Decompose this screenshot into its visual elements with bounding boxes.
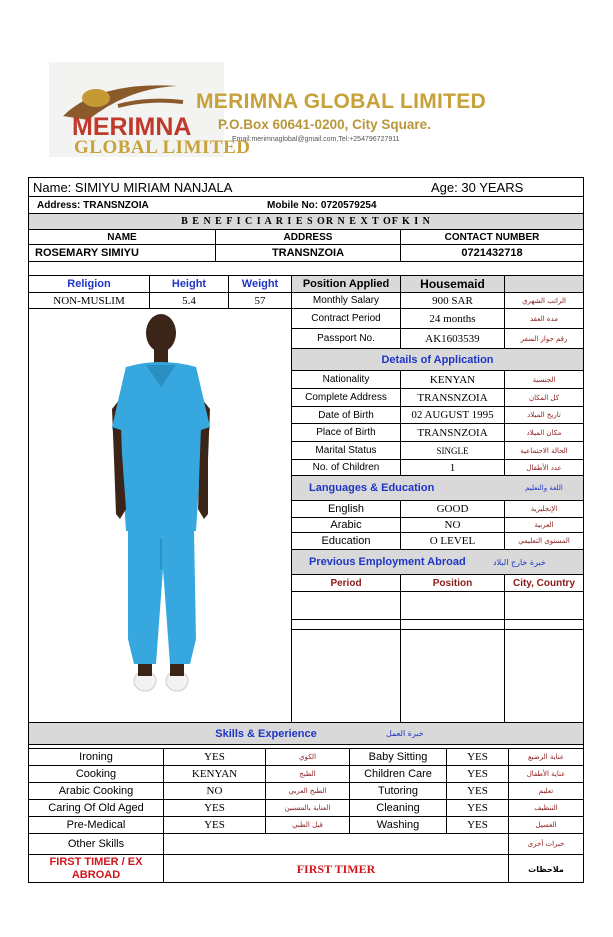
- skills-title: Skills & Experience: [29, 723, 583, 744]
- skill-caring-value: YES: [204, 802, 225, 814]
- beneficiary-contact: 0721432718: [461, 247, 523, 259]
- salary-value: 900 SAR: [432, 294, 473, 307]
- religion-header: Religion: [67, 278, 111, 290]
- height-header: Height: [171, 278, 207, 290]
- salary-arabic: الراتب الشهري: [522, 296, 566, 305]
- beneficiary-header-name: NAME: [107, 231, 137, 243]
- mobile-field: [267, 197, 467, 213]
- skill-premedical-arabic: قبل الطبي: [292, 821, 323, 829]
- education-arabic: المستوى التعليمي: [518, 537, 570, 545]
- skill-cooking-value: KENYAN: [191, 768, 238, 780]
- children-value: 1: [449, 461, 456, 474]
- complete-address-arabic: كل المكان: [528, 393, 560, 402]
- place-of-birth-label: Place of Birth: [316, 427, 376, 438]
- skill-caring-arabic: العناية بالمسنين: [284, 804, 331, 812]
- skill-cooking-arabic: الطبخ: [299, 770, 316, 778]
- salary-label: Monthly Salary: [312, 295, 380, 306]
- skill-ironing-arabic: الكوي: [298, 753, 317, 761]
- marital-status-label: Marital Status: [315, 445, 377, 456]
- skill-babysitting-label: Baby Sitting: [368, 751, 428, 763]
- education-value: O LEVEL: [429, 535, 476, 547]
- position-applied-label: Position Applied: [292, 276, 400, 292]
- skill-childrencare-arabic: عناية الأطفال: [526, 770, 566, 778]
- weight-header: Weight: [241, 278, 279, 290]
- first-timer-label: FIRST TIMER / EX ABROAD: [49, 856, 143, 881]
- logo-text-global: GLOBAL LIMITED: [74, 137, 251, 158]
- skill-babysitting-arabic: عناية الرضيع: [527, 753, 565, 761]
- languages-title: Languages & Education: [292, 476, 583, 500]
- complete-address-value: TRANSNZOIA: [417, 391, 488, 404]
- dob-value: 02 AUGUST 1995: [411, 409, 494, 421]
- skill-tutoring-label: Tutoring: [378, 785, 418, 797]
- skill-caring-label: Caring Of Old Aged: [48, 802, 144, 814]
- contract-value: 24 months: [429, 312, 476, 325]
- skill-childrencare-value: YES: [467, 768, 488, 780]
- address-label: Address:: [37, 199, 81, 211]
- skill-babysitting-value: YES: [467, 751, 488, 763]
- name-label: Name:: [33, 179, 72, 195]
- religion-value: NON-MUSLIM: [53, 294, 125, 307]
- nationality-arabic: الجنسية: [532, 375, 556, 384]
- skill-premedical-label: Pre-Medical: [66, 819, 126, 831]
- logo-text-merimna: MERIMNA: [72, 113, 192, 141]
- other-skills-arabic: خبرات أخرى: [527, 840, 565, 848]
- company-contact: Email:merimnaglobal@gmail.com,Tel:+254796727911: [232, 136, 400, 143]
- children-label: No. of Children: [312, 462, 380, 473]
- candidate-mobile: 0720579254: [320, 199, 377, 211]
- position-applied-value: Housemaid: [401, 276, 504, 292]
- company-name: MERIMNA GLOBAL LIMITED: [196, 90, 487, 113]
- arabic-value: NO: [444, 519, 461, 531]
- skill-arabiccooking-label: Arabic Cooking: [58, 785, 134, 797]
- skill-premedical-value: YES: [204, 819, 225, 831]
- languages-title-arabic: اللغة والتعليم: [525, 484, 563, 492]
- skill-cleaning-value: YES: [467, 802, 488, 814]
- nationality-label: Nationality: [322, 374, 370, 385]
- skills-title-arabic: خبرة العمل: [386, 729, 424, 738]
- mobile-label: Mobile No:: [267, 199, 319, 211]
- weight-value: 57: [254, 294, 266, 307]
- nationality-value: KENYAN: [429, 373, 476, 386]
- english-arabic: الإنجليزية: [530, 505, 558, 513]
- contract-label: Contract Period: [311, 313, 381, 324]
- employment-title: Previous Employment Abroad: [292, 550, 583, 574]
- company-address: P.O.Box 60641-0200, City Square.: [218, 117, 431, 132]
- details-title: Details of Application: [292, 349, 583, 370]
- beneficiary-header-address: ADDRESS: [283, 231, 333, 243]
- children-arabic: عدد الأطفال: [526, 463, 562, 472]
- skill-cleaning-arabic: التنظيف: [534, 804, 558, 812]
- beneficiary-address: TRANSNZOIA: [271, 247, 345, 259]
- employment-header-city: City, Country: [512, 577, 576, 589]
- height-value: 5.4: [182, 294, 196, 307]
- passport-arabic: رقم جواز السفر: [520, 334, 568, 343]
- skill-ironing-label: Ironing: [79, 751, 113, 763]
- place-of-birth-value: TRANSNZOIA: [417, 426, 488, 439]
- name-field: [33, 178, 393, 196]
- beneficiary-header-contact: CONTACT NUMBER: [444, 231, 540, 243]
- skill-tutoring-value: YES: [467, 785, 488, 797]
- skill-childrencare-label: Children Care: [364, 768, 432, 780]
- skill-arabiccooking-arabic: الطبخ العربي: [288, 787, 327, 795]
- contract-arabic: مدة العقد: [530, 314, 558, 323]
- skill-washing-value: YES: [467, 819, 488, 831]
- application-form: [28, 177, 584, 883]
- candidate-photo: [30, 309, 292, 722]
- english-value: GOOD: [436, 503, 469, 515]
- age-field: [431, 178, 581, 196]
- skill-cooking-label: Cooking: [75, 768, 117, 780]
- arabic-label: Arabic: [330, 519, 362, 531]
- arabic-arabic: العربية: [534, 521, 554, 529]
- first-timer-value: FIRST TIMER: [296, 861, 376, 876]
- skill-ironing-value: YES: [204, 751, 225, 763]
- education-label: Education: [321, 535, 371, 547]
- skill-washing-label: Washing: [376, 819, 420, 831]
- beneficiary-name: ROSEMARY SIMIYU: [35, 247, 139, 259]
- age-label: Age:: [431, 179, 458, 195]
- skill-cleaning-label: Cleaning: [376, 802, 420, 814]
- marital-status-value: SINGLE: [436, 445, 469, 456]
- candidate-name: SIMIYU MIRIAM NANJALA: [74, 179, 233, 195]
- address-field: [37, 197, 257, 213]
- candidate-age: 30 YEARS: [461, 179, 524, 195]
- remarks-arabic: ملاحظات: [528, 864, 564, 874]
- employment-header-period: Period: [330, 577, 362, 589]
- skill-arabiccooking-value: NO: [206, 785, 223, 797]
- skill-tutoring-arabic: تعليم: [538, 787, 554, 795]
- beneficiaries-title: B E N E F I C I A R I E S OR N E X T OF K I N: [29, 214, 583, 229]
- dob-label: Date of Birth: [318, 409, 374, 421]
- employment-header-position: Position: [432, 577, 473, 589]
- complete-address-label: Complete Address: [305, 392, 387, 403]
- marital-status-arabic: الحالة الاجتماعية: [520, 446, 568, 455]
- employment-title-arabic: خبرة خارج البلاد: [493, 557, 546, 567]
- skill-washing-arabic: الغسيل: [535, 821, 557, 829]
- candidate-address: TRANSNZOIA: [83, 199, 149, 211]
- passport-value: AK1603539: [425, 332, 480, 345]
- dob-arabic: تاريخ الميلاد: [527, 411, 561, 419]
- place-of-birth-arabic: مكان الميلاد: [526, 428, 562, 437]
- english-label: English: [327, 503, 365, 515]
- passport-label: Passport No.: [317, 333, 375, 344]
- other-skills-label: Other Skills: [67, 838, 125, 850]
